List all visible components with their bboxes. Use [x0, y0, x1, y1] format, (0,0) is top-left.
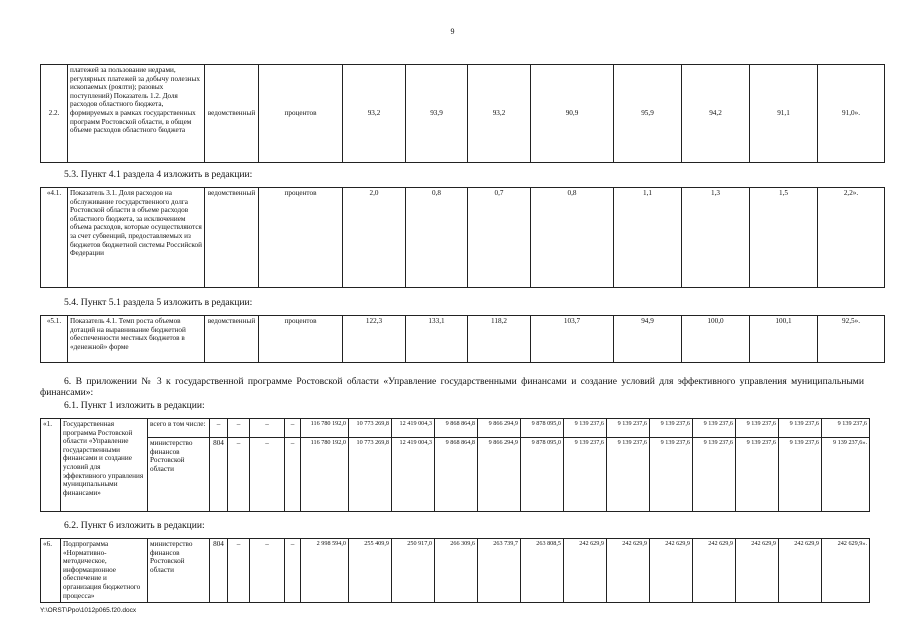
heading-5-3: 5.3. Пункт 4.1 раздела 4 изложить в редакции:	[64, 169, 253, 180]
value-cell: 91,0».	[818, 65, 885, 163]
page-number: 9	[450, 27, 455, 36]
amount-cell: 242 629,9	[779, 539, 822, 603]
vr-code: –	[285, 419, 301, 438]
row-number: «5.1.	[41, 316, 68, 363]
amount-cell: 9 868 864,8	[435, 438, 478, 512]
amount-cell: 10 773 269,8	[349, 419, 392, 438]
amount-cell: 116 780 192,0	[301, 438, 349, 512]
amount-cell: 9 868 864,8	[435, 419, 478, 438]
amount-cell: 12 419 004,3	[392, 438, 435, 512]
footer-file-path: Y:\ORST\Ppo\1012p065.f20.docx	[40, 607, 137, 614]
amount-cell: 9 878 095,0	[521, 419, 564, 438]
subprogram-name: Подпрограмма «Нормативно-методическое, информационное обеспечение и организация бюджетного процесса»	[61, 539, 148, 603]
executor: всего в том числе:	[148, 419, 210, 438]
rzpr-code: –	[228, 419, 250, 438]
value-cell: 0,8	[406, 188, 468, 288]
csr-code: –	[250, 438, 285, 512]
amount-cell: 242 629,9	[564, 539, 607, 603]
indicator-name: Показатель 3.1. Доля расходов на обслуживание государственного долга Ростовской области в объеме расходов областного бюджета, за исключением объема расходов, которые осуществляются за счет субвенций, предоставляемых из бюджетов бюджетной системы Российской Федерации	[68, 188, 205, 288]
value-cell: 91,1	[750, 65, 818, 163]
amount-cell: 9 139 237,6	[693, 419, 736, 438]
paragraph-6: 6. В приложении № 3 к государственной программе Ростовской области «Управление государственными финансами и создание условий для эффективного управления муниципальными финансами»:	[40, 376, 864, 398]
value-cell: 100,1	[750, 316, 818, 363]
program-finance-table	[40, 418, 870, 512]
grbs-code: 804	[210, 438, 228, 512]
value-cell: 2,2».	[818, 188, 885, 288]
value-cell: 0,8	[531, 188, 614, 288]
indicator-name: платежей за пользование недрами, регулярных платежей за добычу полезных ископаемых (роялти); разовых поступлений) Показатель 1.2. Доля расходов областного бюджета, формируемых в рамках государственных программ Ростовской области, в общем объеме расходов областного бюджета	[68, 65, 205, 163]
amount-cell: 9 866 294,9	[478, 419, 521, 438]
executor: министерство финансов Ростовской области	[148, 438, 210, 512]
amount-cell: 12 419 004,3	[392, 419, 435, 438]
grbs-code: –	[210, 419, 228, 438]
value-cell: 1,1	[614, 188, 682, 288]
heading-5-4: 5.4. Пункт 5.1 раздела 5 изложить в редакции:	[64, 297, 253, 308]
value-cell: 118,2	[468, 316, 531, 363]
value-cell: 100,0	[682, 316, 750, 363]
heading-6-1: 6.1. Пункт 1 изложить в редакции:	[64, 400, 205, 411]
value-cell: 93,2	[468, 65, 531, 163]
amount-cell: 9 139 237,6	[736, 438, 779, 512]
indicator-unit: процентов	[259, 65, 343, 163]
amount-cell: 9 139 237,6	[650, 419, 693, 438]
vr-code: –	[285, 438, 301, 512]
value-cell: 94,9	[614, 316, 682, 363]
program-name: Государственная программа Ростовской области «Управление государственными финансами и создание условий для эффективного управления муниципальными финансами»	[61, 419, 148, 512]
amount-cell: 263 808,5	[521, 539, 564, 603]
indicator-table-2-2	[40, 64, 885, 163]
value-cell: 122,3	[343, 316, 406, 363]
row-number: 2.2.	[41, 65, 68, 163]
indicator-table-5-1	[40, 315, 885, 363]
indicator-unit: процентов	[259, 316, 343, 363]
amount-cell: 263 739,7	[478, 539, 521, 603]
amount-cell: 9 139 237,6	[564, 419, 607, 438]
amount-cell: 9 139 237,6	[779, 438, 822, 512]
value-cell: 93,9	[406, 65, 468, 163]
amount-cell: 9 866 294,9	[478, 438, 521, 512]
vr-code: –	[285, 539, 301, 603]
row-number: «6.	[41, 539, 61, 603]
amount-cell: 242 629,9».	[822, 539, 870, 603]
row-number: «4.1.	[41, 188, 68, 288]
indicator-type: ведомственный	[205, 188, 259, 288]
indicator-table-4-1	[40, 187, 885, 288]
amount-cell: 242 629,9	[650, 539, 693, 603]
amount-cell: 266 309,6	[435, 539, 478, 603]
amount-cell: 250 917,0	[392, 539, 435, 603]
rzpr-code: –	[228, 438, 250, 512]
amount-cell: 9 139 237,6	[650, 438, 693, 512]
value-cell: 90,9	[531, 65, 614, 163]
amount-cell: 255 409,9	[349, 539, 392, 603]
amount-cell: 242 629,9	[736, 539, 779, 603]
value-cell: 93,2	[343, 65, 406, 163]
value-cell: 95,9	[614, 65, 682, 163]
amount-cell: 9 139 237,6	[607, 419, 650, 438]
value-cell: 94,2	[682, 65, 750, 163]
csr-code: –	[250, 419, 285, 438]
heading-6-2: 6.2. Пункт 6 изложить в редакции:	[64, 520, 205, 531]
executor: министерство финансов Ростовской области	[148, 539, 210, 603]
amount-cell: 2 998 594,0	[301, 539, 349, 603]
value-cell: 1,3	[682, 188, 750, 288]
subprogram-finance-table	[40, 538, 870, 603]
value-cell: 2,0	[343, 188, 406, 288]
value-cell: 103,7	[531, 316, 614, 363]
amount-cell: 9 139 237,6».	[822, 438, 870, 512]
indicator-name: Показатель 4.1. Темп роста объемов дотаций на выравнивание бюджетной обеспеченности местных бюджетов в «денежной» форме	[68, 316, 205, 363]
amount-cell: 116 780 192,0	[301, 419, 349, 438]
amount-cell: 9 139 237,6	[693, 438, 736, 512]
amount-cell: 9 878 095,0	[521, 438, 564, 512]
value-cell: 0,7	[468, 188, 531, 288]
amount-cell: 242 629,9	[693, 539, 736, 603]
amount-cell: 10 773 269,8	[349, 438, 392, 512]
value-cell: 92,5».	[818, 316, 885, 363]
indicator-unit: процентов	[259, 188, 343, 288]
amount-cell: 242 629,9	[607, 539, 650, 603]
amount-cell: 9 139 237,6	[607, 438, 650, 512]
value-cell: 133,1	[406, 316, 468, 363]
value-cell: 1,5	[750, 188, 818, 288]
amount-cell: 9 139 237,6	[822, 419, 870, 438]
row-number: «1.	[41, 419, 61, 512]
indicator-type: ведомственный	[205, 65, 259, 163]
indicator-type: ведомственный	[205, 316, 259, 363]
amount-cell: 9 139 237,6	[736, 419, 779, 438]
rzpr-code: –	[228, 539, 250, 603]
amount-cell: 9 139 237,6	[779, 419, 822, 438]
csr-code: –	[250, 539, 285, 603]
grbs-code: 804	[210, 539, 228, 603]
amount-cell: 9 139 237,6	[564, 438, 607, 512]
